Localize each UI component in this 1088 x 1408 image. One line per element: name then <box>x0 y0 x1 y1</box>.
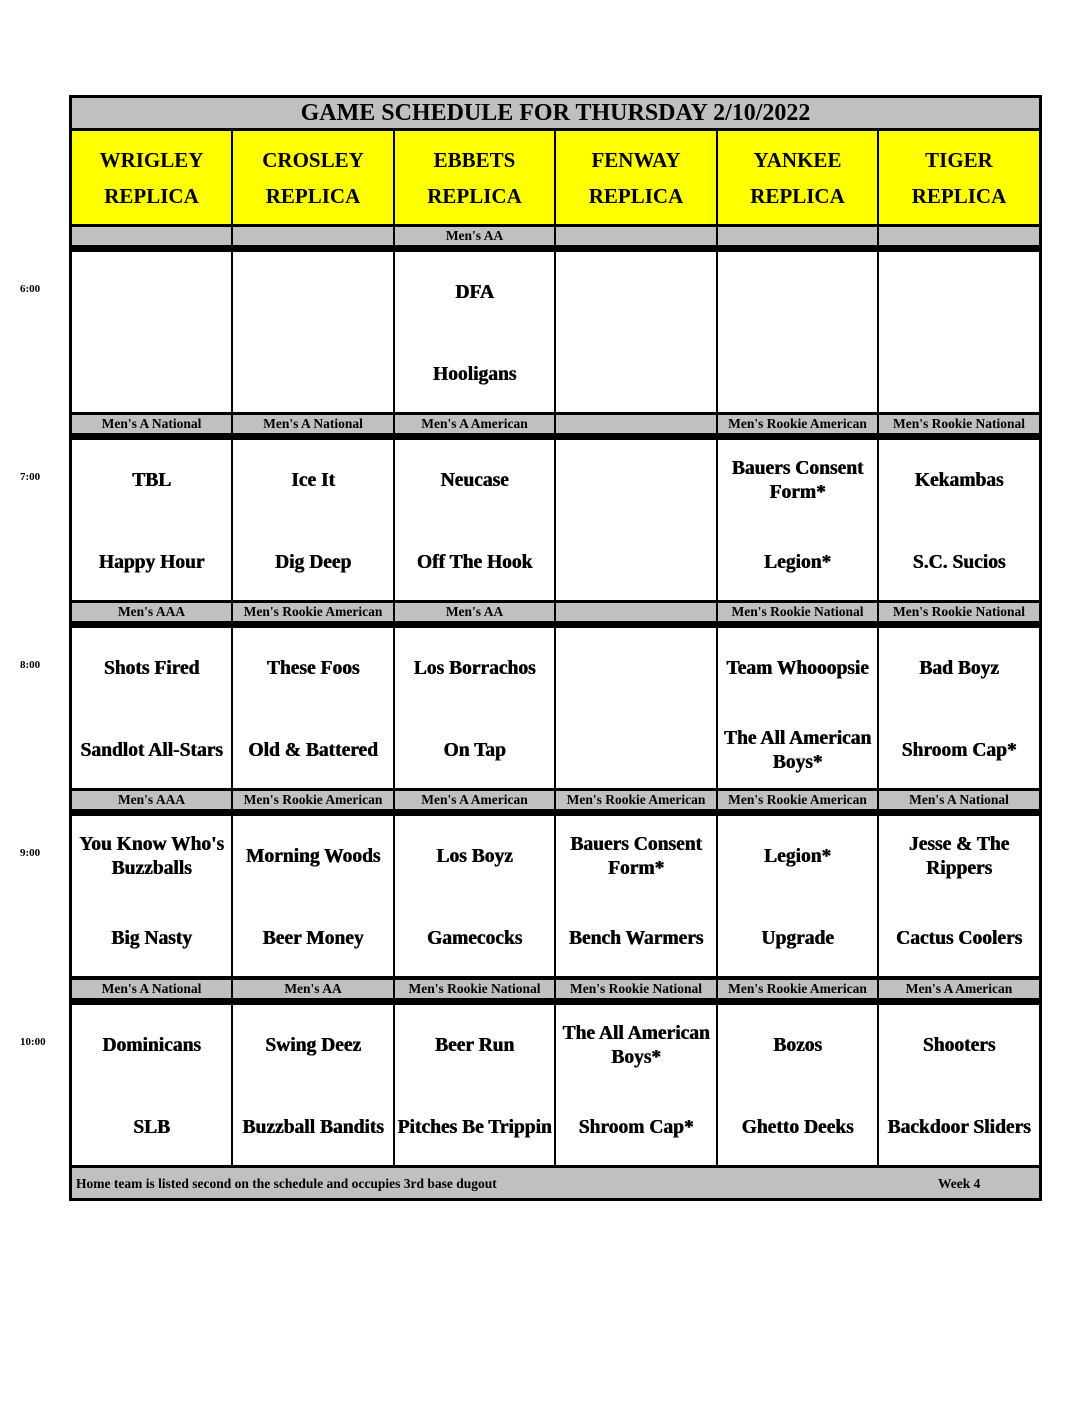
away-team: The All American Boys* <box>562 1023 710 1068</box>
away-team: Jesse & The Rippers <box>908 834 1010 879</box>
game-cell <box>718 816 877 976</box>
field-name: WRIGLEY <box>99 147 204 172</box>
game-cell <box>72 816 231 976</box>
home-team: Cactus Coolers <box>895 928 1023 949</box>
home-team: On Tap <box>443 740 506 761</box>
field-subtitle: REPLICA <box>265 183 361 208</box>
division-label: Men's Rookie American <box>718 791 877 809</box>
division-label: Men's Rookie National <box>879 415 1039 433</box>
field-subtitle: REPLICA <box>588 183 684 208</box>
home-team: Pitches Be Trippin <box>397 1117 552 1138</box>
game-cell <box>395 1005 554 1165</box>
home-team: Beer Money <box>262 928 364 949</box>
game-cell <box>72 440 231 600</box>
away-team: Legion* <box>763 846 832 867</box>
home-team: Gamecocks <box>426 928 523 949</box>
game-cell <box>72 1005 231 1165</box>
game-cell <box>879 628 1039 788</box>
home-team: Upgrade <box>761 928 834 949</box>
division-label <box>556 227 716 245</box>
home-team: Buzzball Bandits <box>242 1117 384 1138</box>
division-label: Men's Rookie National <box>556 980 716 998</box>
game-cell <box>395 628 554 788</box>
field-header <box>72 131 231 224</box>
division-label <box>556 415 716 433</box>
schedule-title: GAME SCHEDULE FOR THURSDAY 2/10/2022 <box>72 98 1039 128</box>
game-cell <box>556 252 716 412</box>
away-team: Los Boyz <box>436 846 513 867</box>
division-label: Men's Rookie National <box>879 603 1039 621</box>
footer-note: Home team is listed second on the schedule and occupies 3rd base dugout <box>76 1176 497 1191</box>
home-team: Old & Battered <box>248 740 378 761</box>
field-header <box>556 131 716 224</box>
home-team <box>720 350 875 400</box>
division-label: Men's AA <box>233 980 393 998</box>
division-label: Men's Rookie American <box>718 980 877 998</box>
home-team: Backdoor Sliders <box>887 1117 1031 1138</box>
away-team: Bad Boyz <box>919 658 999 679</box>
division-label: Men's A American <box>395 415 554 433</box>
home-team <box>558 726 714 776</box>
away-team <box>720 268 875 318</box>
away-team: Beer Run <box>434 1035 515 1056</box>
game-cell <box>395 252 554 412</box>
field-header <box>233 131 393 224</box>
game-cell <box>395 440 554 600</box>
field-name: FENWAY <box>591 147 681 172</box>
away-team <box>881 268 1037 318</box>
away-team: Bauers Consent Form* <box>570 834 702 879</box>
away-team: Neucase <box>440 470 509 491</box>
division-label: Men's Rookie American <box>556 791 716 809</box>
time-label: 10:00 <box>20 1036 46 1048</box>
game-cell <box>556 1005 716 1165</box>
away-team: Kekambas <box>914 470 1004 491</box>
division-label: Men's A National <box>72 415 231 433</box>
game-cell <box>718 252 877 412</box>
away-team: Ice It <box>291 470 335 491</box>
game-cell <box>556 816 716 976</box>
away-team: Dominicans <box>102 1035 201 1056</box>
division-label: Men's AA <box>395 603 554 621</box>
division-label: Men's Rookie American <box>233 603 393 621</box>
home-team: Big Nasty <box>111 928 192 949</box>
home-team <box>74 350 229 400</box>
home-team: Bench Warmers <box>568 928 704 949</box>
away-team <box>558 268 714 318</box>
home-team: SLB <box>133 1117 170 1138</box>
game-cell <box>233 1005 393 1165</box>
home-team: Legion* <box>763 552 832 573</box>
game-cell <box>556 440 716 600</box>
home-team: Sandlot All-Stars <box>80 740 223 761</box>
field-name: EBBETS <box>433 147 516 172</box>
game-cell <box>718 628 877 788</box>
game-cell <box>233 816 393 976</box>
away-team: Bauers Consent Form* <box>731 458 864 503</box>
away-team: These Foos <box>266 658 360 679</box>
game-cell <box>879 252 1039 412</box>
home-team <box>881 350 1037 400</box>
division-label: Men's A American <box>879 980 1039 998</box>
division-label <box>879 227 1039 245</box>
away-team <box>558 456 714 506</box>
field-subtitle: REPLICA <box>750 183 845 208</box>
field-name: YANKEE <box>753 147 842 172</box>
field-header <box>718 131 877 224</box>
game-cell <box>72 252 231 412</box>
field-name: TIGER <box>925 147 993 172</box>
away-team: Shooters <box>922 1035 996 1056</box>
away-team: DFA <box>455 282 494 303</box>
away-team: You Know Who's Buzzballs <box>79 834 224 879</box>
division-label: Men's A National <box>72 980 231 998</box>
game-cell <box>879 816 1039 976</box>
game-cell <box>879 440 1039 600</box>
division-label: Men's AAA <box>72 603 231 621</box>
time-label: 8:00 <box>20 659 41 671</box>
game-cell <box>556 628 716 788</box>
home-team: Dig Deep <box>274 552 352 573</box>
time-label: 6:00 <box>20 283 41 295</box>
home-team: S.C. Sucios <box>912 552 1006 573</box>
game-cell <box>72 628 231 788</box>
division-label: Men's A American <box>395 791 554 809</box>
game-cell <box>395 816 554 976</box>
game-cell <box>718 440 877 600</box>
footer-bar <box>72 1168 1039 1198</box>
home-team: Happy Hour <box>98 552 205 573</box>
division-label: Men's A National <box>233 415 393 433</box>
home-team: Ghetto Deeks <box>741 1117 854 1138</box>
schedule-table <box>69 95 1042 1201</box>
time-label: 7:00 <box>20 471 41 483</box>
game-cell <box>233 628 393 788</box>
footer-week: Week 4 <box>938 1176 981 1191</box>
division-label <box>718 227 877 245</box>
away-team: Team Whooopsie <box>726 658 869 679</box>
away-team: TBL <box>131 470 172 491</box>
field-header <box>879 131 1039 224</box>
away-team <box>235 268 391 318</box>
away-team: Bozos <box>773 1035 822 1056</box>
field-name: CROSLEY <box>262 147 364 172</box>
home-team: Shroom Cap* <box>578 1117 694 1138</box>
home-team <box>558 538 714 588</box>
division-label <box>72 227 231 245</box>
away-team <box>74 268 229 318</box>
home-team: Off The Hook <box>416 552 533 573</box>
division-label: Men's AA <box>395 227 554 245</box>
field-subtitle: REPLICA <box>911 183 1007 208</box>
game-cell <box>718 1005 877 1165</box>
division-label: Men's Rookie National <box>718 603 877 621</box>
home-team: Shroom Cap* <box>901 740 1017 761</box>
division-label: Men's Rookie American <box>233 791 393 809</box>
field-header <box>395 131 554 224</box>
division-label <box>556 603 716 621</box>
game-cell <box>879 1005 1039 1165</box>
field-subtitle: REPLICA <box>427 183 522 208</box>
home-team <box>235 350 391 400</box>
field-subtitle: REPLICA <box>104 183 199 208</box>
division-label: Men's Rookie American <box>718 415 877 433</box>
division-label: Men's Rookie National <box>395 980 554 998</box>
away-team: Swing Deez <box>265 1035 361 1056</box>
away-team: Shots Fired <box>103 658 200 679</box>
game-cell <box>233 440 393 600</box>
away-team: Los Borrachos <box>413 658 536 679</box>
division-label <box>233 227 393 245</box>
away-team: Morning Woods <box>245 846 381 867</box>
division-label: Men's A National <box>879 791 1039 809</box>
time-label: 9:00 <box>20 847 41 859</box>
home-team: The All American Boys* <box>723 728 872 773</box>
home-team <box>558 350 714 400</box>
away-team <box>558 644 714 694</box>
division-label: Men's AAA <box>72 791 231 809</box>
home-team: Hooligans <box>432 364 517 385</box>
game-cell <box>233 252 393 412</box>
